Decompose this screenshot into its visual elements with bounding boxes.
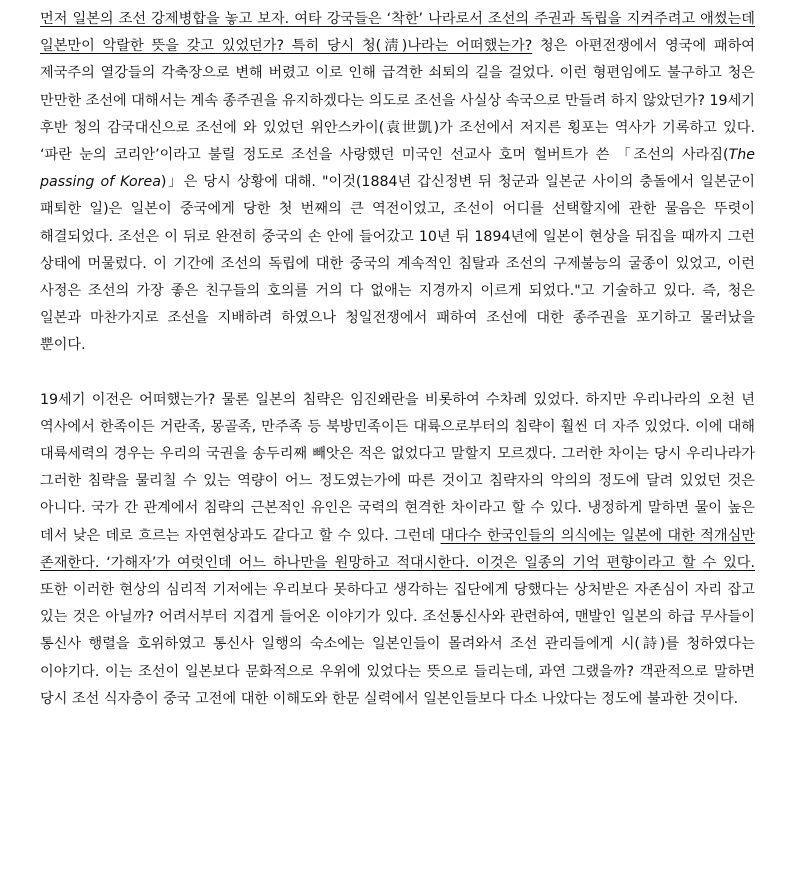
paragraph-2-conclusion: 또한 이러한 현상의 심리적 기저에는 우리보다 못하다고 생각하는 집단에게 당했다는 상처받은 자존심이 자리 잡고 있는 것은 아닐까? 어려서부터 지겹게 들어온 이야기가 있다. 조선통신사와 관련하여, 맨발인 일본의 하급 무사들이 통신사 행렬을 호위하였고 통신사 일행의 숙소에는 일본인들이 몰려와서 조선 관리들에게 시(詩)를 청하였다는 이야기다. 이는 조선이 일본보다 문화적으로 우위에 있었다는 뜻으로 들리는데, 과연 그랬을까? 객관적으로 말하면 당시 조선 식자층이 중국 고전에 대한 이해도와 한문 실력에서 일본인들보다 다소 나았다는 정도에 불과한 것이다. xyxy=(40,582,755,707)
underlined-opening-questions: 먼저 일본의 조선 강제병합을 놓고 보자. 여타 강국들은 ‘착한’ 나라로서 조선의 주권과 독립을 지켜주려고 애썼는데 일본만이 악랄한 뜻을 갖고 있었던가? 특히 당시 청(淸)나라는 어떠했는가? xyxy=(40,11,755,55)
paragraph-1 xyxy=(40,6,755,360)
paragraph-2 xyxy=(40,387,755,713)
paragraph-1-quote: )」은 당시 상황에 대해. "이것(1884년 갑신정변 뒤 청군과 일본군 사이의 충돌에서 일본군이 패퇴한 일)은 일본이 중국에게 당한 첫 번째의 큰 역전이었고, 조선이 어디를 선택할지에 관한 물음은 뚜렷이 해결되었다. 조선은 이 뒤로 완전히 중국의 손 안에 들어갔고 10년 뒤 1894년에 일본이 현상을 뒤집을 때까지 그런 상태에 머물렀다. 이 기간에 조선의 독립에 대한 중국의 계속적인 침탈과 조선의 구제불능의 굴종이 있었고, 이런 사정은 조선의 가장 좋은 친구들의 호의를 거의 다 없애는 지경까지 이르게 되었다."고 기술하고 있다. 즉, 청은 일본과 마찬가지로 조선을 지배하려 하였으나 청일전쟁에서 패하여 조선에 대한 종주권을 포기하고 물러났을 뿐이다. xyxy=(40,174,755,354)
paragraph-1-body: 청은 아편전쟁에서 영국에 패하여 제국주의 열강들의 각축장으로 변해 버렸고 이로 인해 급격한 쇠퇴의 길을 걸었다. 이런 형편임에도 불구하고 청은 만만한 조선에 대해서는 계속 종주권을 유지하겠다는 의도로 조선을 사실상 속국으로 만들려 하지 않았던가? 19세기 후반 청의 감국대신으로 조선에 와 있었던 위안스카이(袁世凱)가 조선에서 저지른 횡포는 역사가 기록하고 있다. ‘파란 눈의 코리안’이라고 불릴 정도로 조선을 사랑했던 미국인 선교사 호머 헐버트가 쓴 「조선의 사라짐( xyxy=(40,38,755,164)
underlined-memory-bias: 대다수 한국인들의 의식에는 일본에 대한 적개심만 존재한다. ‘가해자’가 여럿인데 어느 하나만을 원망하고 적대시한다. 이것은 일종의 기억 편향이라고 할 수 있다. xyxy=(40,527,755,571)
paragraph-gap xyxy=(40,360,755,387)
book-title-english: The passing of Korea xyxy=(40,147,755,191)
paragraph-2-body: 19세기 이전은 어떠했는가? 물론 일본의 침략은 임진왜란을 비롯하여 수차례 있었다. 하지만 우리나라의 오천 년 역사에서 한족이든 거란족, 몽골족, 만주족 등 북방민족이든 대륙으로부터의 침략이 훨씬 더 자주 있었다. 이에 대해 대륙세력의 경우는 우리의 국권을 송두리째 빼앗은 적은 없었다고 말할지 모르겠다. 그러한 차이는 당시 우리나라가 그러한 침략을 물리칠 수 있는 역량이 어느 정도였는가에 따른 것이고 침략자의 악의의 정도에 달려 있었던 것은 아니다. 국가 간 관계에서 침략의 근본적인 유인은 국력의 현격한 차이라고 할 수 있다. 냉정하게 말하면 물이 높은 데서 낮은 데로 흐르는 자연현상과도 같다고 할 수 있다. 그런데 xyxy=(40,391,755,544)
